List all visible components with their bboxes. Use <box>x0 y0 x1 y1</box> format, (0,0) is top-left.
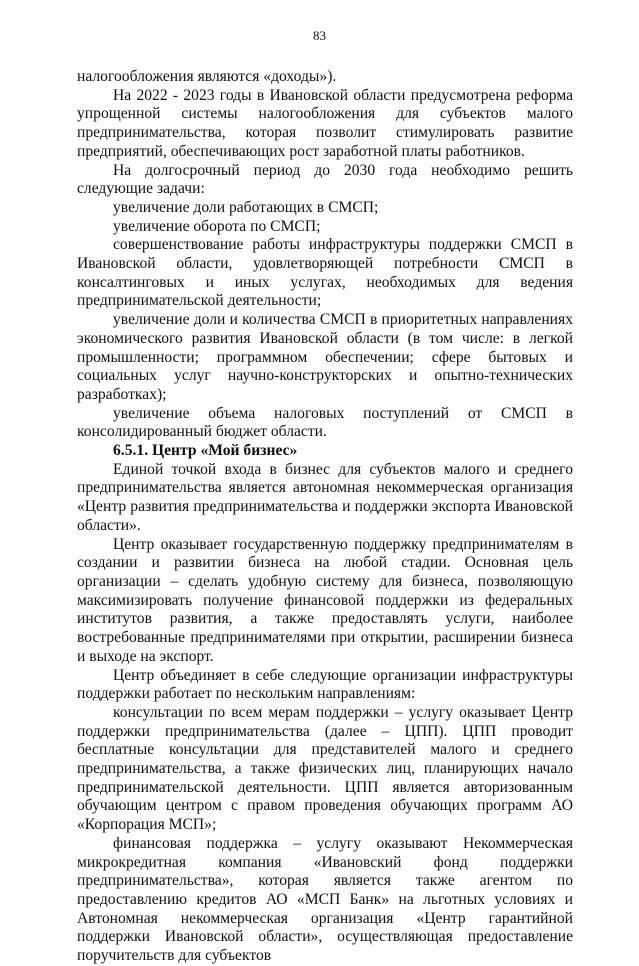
paragraph: Единой точкой входа в бизнес для субъектов малого и среднего предпринимательства является автономная некоммерческая организация «Центр развития предпринимательства и поддержки экспорта Ивановской области». <box>77 460 573 534</box>
document-body <box>77 68 573 966</box>
list-item: увеличение объема налоговых поступлений от СМСП в консолидированный бюджет области. <box>77 404 573 441</box>
list-item: увеличение оборота по СМСП; <box>113 217 321 235</box>
page-number: 83 <box>313 28 326 43</box>
section-heading: 6.5.1. Центр «Мой бизнес» <box>113 442 298 460</box>
paragraph: Центр объединяет в себе следующие организации инфраструктуры поддержки работает по нескольким направлениям: <box>77 666 573 703</box>
paragraph: На долгосрочный период до 2030 года необходимо решить следующие задачи: <box>77 161 573 198</box>
list-item: финансовая поддержка – услугу оказывают Некоммерческая микрокредитная компания «Ивановский фонд поддержки предпринимательства», которая является также агентом по предоставлению кредитов АО «МСП Банк» на льготных условиях и Автономная некоммерческая организация «Центр гарантийной поддержки Ивановской области», осуществляющая предоставление поручительств для субъектов <box>77 834 573 965</box>
paragraph: налогообложения являются «доходы»). <box>77 68 337 85</box>
list-item: увеличение доли и количества СМСП в приоритетных направлениях экономического развития Ивановской области (в том числе: в легкой промышленности; программном обеспечении; сфере бытовых и социальных услуг научно-конструкторских и опытно-технических разработках); <box>77 311 573 403</box>
paragraph: Центр оказывает государственную поддержку предпринимателям в создании и развитии бизнеса на любой стадии. Основная цель организации – сделать удобную систему для бизнеса, позволяющую максимизировать получение финансовой поддержки из федеральных институтов развития, а также предоставлять услуги, наиболее востребованные предпринимателями при открытии, расширении бизнеса и выходе на экспорт. <box>77 535 573 665</box>
list-item: увеличение доли работающих в СМСП; <box>113 198 379 216</box>
list-item: совершенствование работы инфраструктуры поддержки СМСП в Ивановской области, удовлетворяющей потребности СМСП в консалтинговых и иных услугах, необходимых для ведения предпринимательской деятельности; <box>77 236 573 310</box>
paragraph: На 2022 - 2023 годы в Ивановской области предусмотрена реформа упрощенной системы налогообложения для субъектов малого предпринимательства, которая позволит стимулировать развитие предприятий, обеспечивающих рост заработной платы работников. <box>77 86 573 160</box>
list-item: консультации по всем мерам поддержки – услугу оказывает Центр поддержки предпринимательства (далее – ЦПП). ЦПП проводит бесплатные консультации для представителей малого и среднего предпринимательства, а также физических лиц, планирующих начало предпринимательской деятельности. ЦПП является авторизованным обучающим центром с правом проведения обучающих программ АО «Корпорация МСП»; <box>77 703 573 834</box>
